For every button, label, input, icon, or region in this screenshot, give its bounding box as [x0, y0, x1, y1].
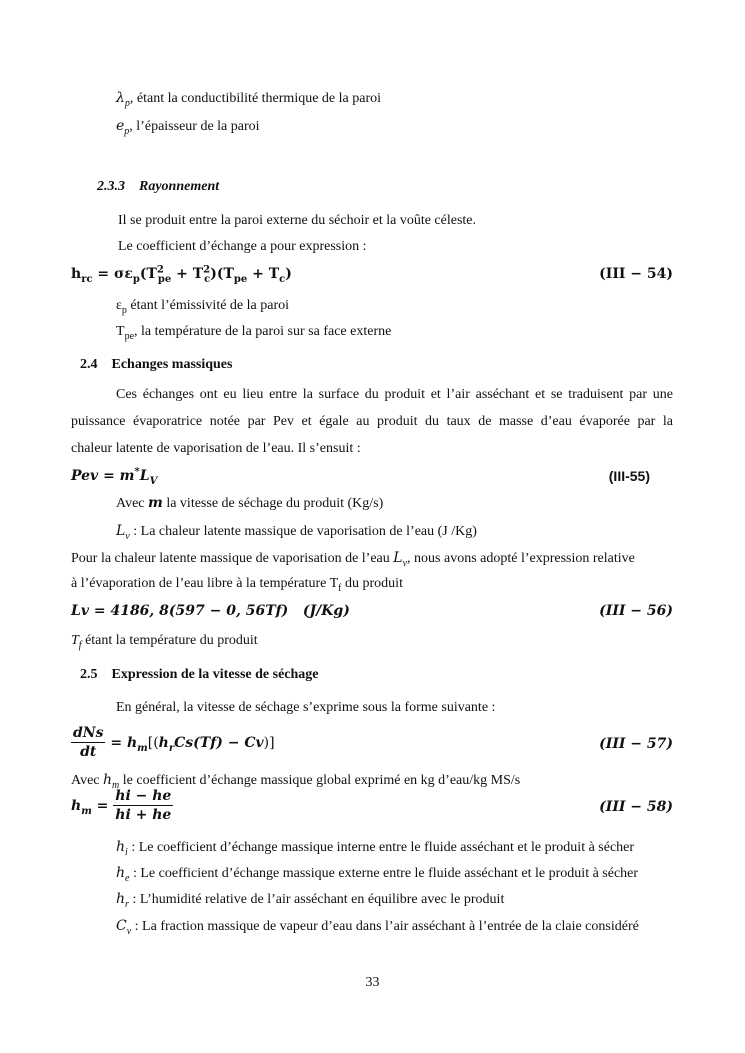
section-heading-echanges: 2.4 Echanges massiques: [80, 357, 233, 372]
equation-pev: Pev = $m^*L_V$: [71, 466, 158, 487]
equation-lv: Lv = 4186, 8(597 − 0, 56Tf) (J/Kg): [71, 603, 350, 619]
def-thickness: $e_p$, l’épaisseur de la paroi: [116, 118, 260, 137]
equation-drying-rate: $\frac{\text{dNs}}{dt}$ = $h_m[(h_rCs(Tf) - Cv)]$: [73, 725, 275, 760]
paragraph-line: chaleur latente de vaporisation de l’eau. Il s’ensuit :: [71, 441, 361, 456]
def-tf: $T_f$ étant la température du produit: [71, 633, 258, 651]
def-cv: $C_v$ : La fraction massique de vapeur d’eau dans l’air asséchant à l’entrée de la claie considéré: [116, 918, 639, 937]
section-heading-rayonnement: 2.3.3 Rayonnement: [97, 179, 220, 194]
equation-number: (III-55): [608, 468, 650, 484]
paragraph-line: Pour la chaleur latente massique de vaporisation de l’eau $L_v$, nous avons adopté l’expression relative: [71, 550, 635, 569]
fraction: $\frac{\text{dNs}}{dt}$: [73, 725, 104, 760]
def-m: Avec m la vitesse de séchage du produit (Kg/s): [116, 495, 384, 511]
equation-number: (III − 58): [599, 799, 673, 815]
def-hm: Avec $h_m$ le coefficient d’échange massique global exprimé en kg d’eau/kg MS/s: [71, 772, 521, 791]
equation-number: (III − 56): [599, 603, 673, 619]
fraction: $\frac{hi - he}{hi + he}$: [115, 788, 172, 823]
def-emissivity: $\varepsilon_p$ étant l’émissivité de la paroi: [116, 298, 290, 316]
section-heading-vitesse: 2.5 Expression de la vitesse de séchage: [80, 667, 319, 682]
paragraph-line: puissance évaporatrice notée par Pev et égale au produit du taux de masse d’eau évaporée par la: [71, 414, 673, 429]
page-number: 33: [365, 975, 380, 990]
equation-number: (III − 54): [599, 266, 673, 282]
def-tpe: $T_{pe}$, la température de la paroi sur sa face externe: [116, 324, 392, 342]
equation-hrc: $h_{rc} = \sigma\varepsilon_p(T^2_{pe} + T^2_c)(T_{pe} + T_c)$: [71, 264, 292, 285]
def-he: $h_e$ : Le coefficient d’échange massique externe entre le fluide asséchant et le produit à sécher: [116, 865, 639, 884]
paragraph: Le coefficient d’échange a pour expression :: [118, 239, 367, 254]
equation-hm: $h_m$ = $\frac{hi - he}{hi + he}$: [71, 788, 172, 823]
def-hr: $h_r$ : L’humidité relative de l’air asséchant en équilibre avec le produit: [116, 891, 505, 910]
def-lv: $L_v$ : La chaleur latente massique de vaporisation de l’eau (J /Kg): [116, 523, 477, 542]
paragraph-line: Ces échanges ont eu lieu entre la surface du produit et l’air asséchant et se traduisent par une: [116, 387, 673, 402]
paragraph: En général, la vitesse de séchage s’exprime sous la forme suivante :: [116, 700, 496, 715]
def-lambda: $\lambda_p$, étant la conductibilité thermique de la paroi: [116, 90, 382, 109]
paragraph: Il se produit entre la paroi externe du séchoir et la voûte céleste.: [118, 213, 477, 228]
paragraph-line: à l’évaporation de l’eau libre à la température $T_f$ du produit: [71, 576, 403, 594]
def-hi: $h_i$ : Le coefficient d’échange massique interne entre le fluide asséchant et le produit à sécher: [116, 839, 635, 858]
equation-number: (III − 57): [599, 736, 673, 752]
